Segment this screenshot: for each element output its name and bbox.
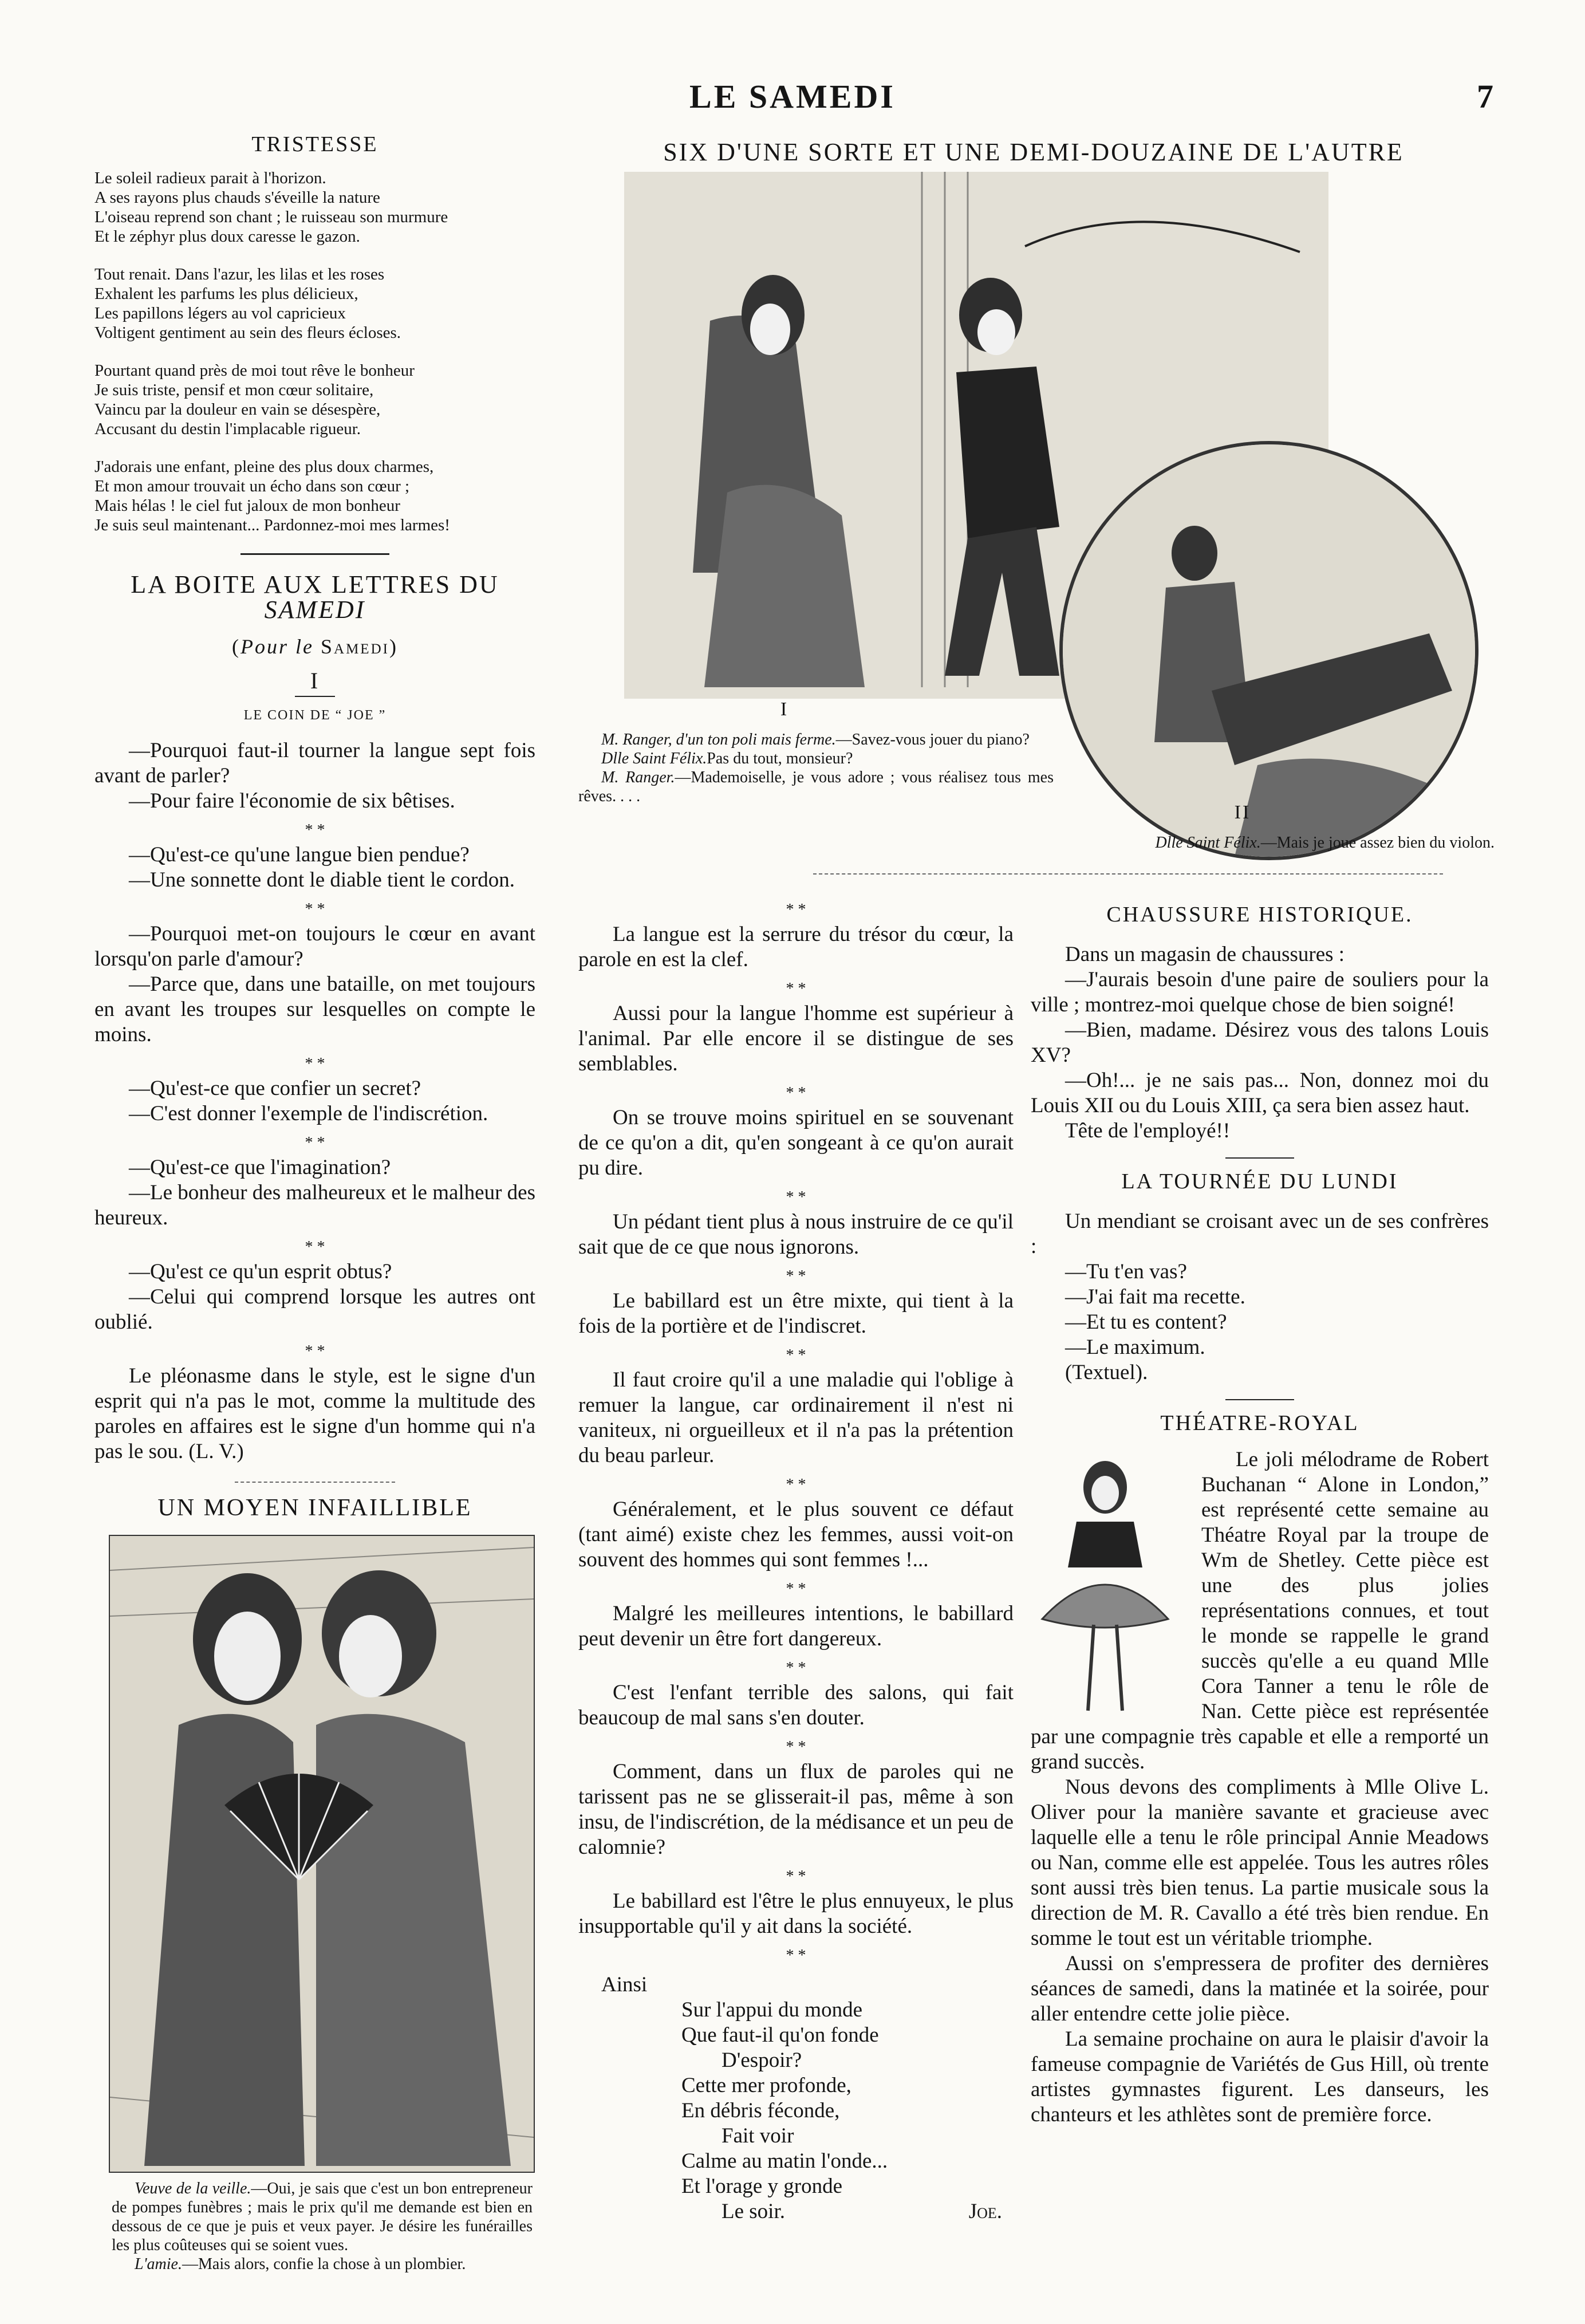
theatre-title: THÉATRE-ROYAL: [1160, 1411, 1359, 1435]
verse-line: Cette mer profonde,: [681, 2074, 851, 2097]
subtitle-close: ): [389, 635, 398, 658]
tournee-paragraph: —Le maximum.: [1065, 1336, 1205, 1359]
tournee-paragraph: —Et tu es content?: [1065, 1310, 1227, 1334]
two-women-fan-engraving: [110, 1536, 534, 2172]
caption-speaker: L'amie.: [135, 2255, 182, 2273]
boite-title-text: LA BOITE AUX LETTRES DU: [131, 570, 499, 598]
middle-paragraph: Comment, dans un flux de paroles qui ne tarissent pas ne se glisserait-il pas, même à son insu, de l'indiscrétion, de la médisance et un peu de calomnie?: [578, 1760, 1014, 1859]
caption-line-2: [112, 2255, 533, 2274]
fig1-text: —Savez-vous jouer du piano?: [835, 731, 1030, 749]
moyen-title: UN MOYEN INFAILLIBLE: [157, 1495, 472, 1521]
stars-separator: * *: [786, 1267, 806, 1285]
stars-separator: * *: [786, 1188, 806, 1206]
right-column: [1031, 902, 1489, 2128]
poem-line: L'oiseau reprend son chant ; le ruisseau son murmure: [94, 208, 448, 226]
subtitle-open: (: [232, 635, 241, 658]
dancer-engraving: [1019, 1447, 1191, 1716]
poem-line: Et le zéphyr plus doux caresse le gazon.: [94, 227, 360, 246]
fig2-speaker: Dlle Saint Félix.: [1155, 834, 1261, 852]
verse-line: Sur l'appui du monde: [681, 1998, 862, 2022]
boite-paragraph: —Qu'est-ce qu'une langue bien pendue?: [129, 843, 470, 866]
fig1-speaker: M. Ranger.: [601, 769, 675, 786]
divider: [813, 873, 1443, 875]
verse-line: En débris féconde,: [681, 2099, 840, 2122]
chaussure-paragraph: Dans un magasin de chaussures :: [1065, 943, 1345, 966]
middle-paragraph: Malgré les meilleures intentions, le babillard peut devenir un être fort dangereux.: [578, 1602, 1014, 1651]
stars-separator: * *: [786, 980, 806, 998]
dancer-illustration: [1019, 1447, 1191, 1716]
middle-paragraph: Un pédant tient plus à nous instruire de ce qu'il sait que de ce que nous ignorons.: [578, 1210, 1014, 1259]
tournee-paragraph: (Textuel).: [1065, 1361, 1148, 1384]
tournee-paras: [1031, 1209, 1489, 1385]
caption-speaker: Veuve de la veille.: [135, 2180, 251, 2197]
ainsi: Ainsi: [601, 1973, 648, 1996]
chaussure-paragraph: —J'aurais besoin d'une paire de souliers pour la ville ; montrez-moi quelque chose de bien soigné!: [1031, 968, 1489, 1017]
poem-line: Et mon amour trouvait un écho dans son cœur ;: [94, 477, 410, 495]
section-number: I: [310, 668, 320, 694]
poem-line: J'adorais une enfant, pleine des plus doux charmes,: [94, 458, 434, 476]
stars-separator: * *: [786, 1084, 806, 1102]
divider: [1225, 1157, 1294, 1159]
boite-paragraph: —Une sonnette dont le diable tient le cordon.: [129, 868, 515, 892]
stars-separator: * *: [305, 1342, 325, 1360]
page-number: 7: [1477, 78, 1493, 115]
middle-paragraph: C'est l'enfant terrible des salons, qui fait beaucoup de mal sans s'en douter.: [578, 1681, 1014, 1730]
poem-line: Le soleil radieux parait à l'horizon.: [94, 169, 326, 187]
verse-line: Le soir.: [721, 2200, 785, 2223]
poem-line: A ses rayons plus chauds s'éveille la nature: [94, 188, 380, 207]
closing-verse: [578, 1998, 1014, 2224]
poem-line: Voltigent gentiment au sein des fleurs écloses.: [94, 324, 401, 342]
theatre-paragraph: Nous devons des compliments à Mlle Olive L. Oliver pour la manière savante et gracieuse avec laquelle elle a tenu le rôle principal Annie Meadows ou Nan, comme elle est appelée. Tous les autres rôles sont aussi très bien tenus. La partie musicale sous la direction de M. R. Cavallo a été très bien rendue. En somme le tout est un véritable triomphe.: [1031, 1775, 1489, 1950]
theatre-paras: [1031, 1775, 1489, 2128]
verse-line: D'espoir?: [721, 2049, 802, 2072]
fig1-number: I: [780, 699, 789, 720]
six-illustration-2: [1059, 441, 1478, 860]
tournee-paragraph: Un mendiant se croisant avec un de ses confrères :: [1031, 1210, 1489, 1258]
poem-stanza: [94, 361, 535, 439]
middle-blocks: [578, 903, 1014, 1963]
violin-scene-engraving: [1063, 444, 1475, 857]
caption-text: —Mais alors, confie la chose à un plombier.: [182, 2255, 466, 2273]
boite-paragraph: —Parce que, dans une bataille, on met toujours en avant les troupes sur lesquelles on compte le moins.: [94, 972, 535, 1046]
fig1-speaker: M. Ranger, d'un ton poli mais ferme.: [601, 731, 836, 749]
fig1-caption-line: [578, 749, 1054, 768]
boite-subtitle: [94, 634, 535, 659]
verse-line: Que faut-il qu'on fonde: [681, 2023, 879, 2047]
verse-line: Calme au matin l'onde...: [681, 2149, 888, 2173]
boite-paragraph: —Pourquoi met-on toujours le cœur en avant lorsqu'on parle d'amour?: [94, 922, 535, 971]
caption-text: —Oui, je sais que c'est un bon entrepreneur de pompes funèbres ; mais le prix qu'il me demande est bien en dessous de ce que je puis et veux payer. Je désire les funérailles les plus coûteuses qui se soient vues.: [112, 2180, 533, 2254]
poem-line: Exhalent les parfums les plus délicieux,: [94, 285, 358, 303]
stars-separator: * *: [786, 1947, 806, 1964]
poem-stanza: [94, 168, 535, 246]
stars-separator: * *: [305, 821, 325, 839]
middle-paragraph: Généralement, et le plus souvent ce défaut (tant aimé) existe chez les femmes, aussi voit-on souvent des hommes qui sont femmes !...: [578, 1498, 1014, 1571]
middle-paragraph: Il faut croire qu'il a une maladie qui l'oblige à remuer la langue, car ordinairement il n'est ni vaniteux, ni orgueilleux et il n'a pas la prétention du beau parleur.: [578, 1368, 1014, 1467]
boite-blocks: [94, 738, 535, 1464]
fig2-number: II: [1234, 802, 1251, 823]
stars-separator: * *: [786, 1868, 806, 1885]
middle-paragraph: Aussi pour la langue l'homme est supérieur à l'animal. Par elle encore il se distingue de ses semblables.: [578, 1002, 1014, 1076]
poem-line: Tout renait. Dans l'azur, les lilas et les roses: [94, 265, 385, 283]
tristesse-poem: [94, 168, 535, 535]
tournee-paragraph: —J'ai fait ma recette.: [1065, 1285, 1245, 1309]
chaussure-paras: [1031, 942, 1489, 1144]
middle-paragraph: La langue est la serrure du trésor du cœur, la parole en est la clef.: [578, 923, 1014, 971]
poem-line: Les papillons légers au vol capricieux: [94, 304, 346, 322]
verse-line: Et l'orage y gronde: [681, 2175, 842, 2198]
stars-separator: * *: [786, 1580, 806, 1598]
caption-line-1: [112, 2179, 533, 2255]
boite-paragraph: —Le bonheur des malheureux et le malheur des heureux.: [94, 1181, 535, 1230]
stars-separator: * *: [786, 1659, 806, 1677]
six-title: SIX D'UNE SORTE ET UNE DEMI-DOUZAINE DE L'AUTRE: [663, 138, 1404, 166]
tournee-paragraph: —Tu t'en vas?: [1065, 1260, 1187, 1283]
tournee-title: LA TOURNÉE DU LUNDI: [1121, 1169, 1398, 1193]
chaussure-paragraph: Tête de l'employé!!: [1065, 1119, 1231, 1143]
theatre-paragraph: Aussi on s'empressera de profiter des dernières séances de samedi, dans la matinée et la soirée, pour aller entendre cette jolie pièce.: [1031, 1952, 1489, 2026]
theatre-paragraph: Le joli mélodrame de Robert Buchanan “ Alone in London,” est représenté cette semaine au Théatre Royal par la troupe de Wm de Shetley. Cette pièce est une des plus jolies représentations connues, et tout le monde se rappelle le grand succès qu'elle a eu quand Mlle Cora Tanner a tenu le rôle de Nan. Cette pièce est représentée par une compagnie très capable et elle a remporté un grand succès.: [1031, 1448, 1489, 1774]
subtitle-italic: Pour le: [240, 635, 314, 658]
poem-line: Accusant du destin l'implacable rigueur.: [94, 420, 361, 438]
boite-paragraph: —Qu'est ce qu'un esprit obtus?: [129, 1260, 392, 1283]
stars-separator: * *: [786, 901, 806, 919]
chaussure-paragraph: —Bien, madame. Désirez vous des talons Louis XV?: [1031, 1018, 1489, 1067]
section-title: LE COIN DE “ JOE ”: [243, 708, 387, 723]
moyen-caption: [112, 2179, 533, 2274]
fig1-caption-line: [578, 768, 1054, 806]
fig1-caption: [578, 730, 1054, 806]
chaussure-title: CHAUSSURE HISTORIQUE.: [1106, 903, 1413, 927]
boite-paragraph: —C'est donner l'exemple de l'indiscrétion.: [129, 1102, 488, 1125]
boite-paragraph: —Qu'est-ce que confier un secret?: [129, 1077, 421, 1100]
stars-separator: * *: [786, 1476, 806, 1494]
poem-line: Je suis seul maintenant... Pardonnez-moi mes larmes!: [94, 516, 450, 534]
poem-stanza: [94, 265, 535, 342]
divider: [295, 696, 335, 697]
fig1-text: Pas du tout, monsieur?: [707, 750, 853, 767]
divider: [240, 553, 389, 555]
boite-title: [94, 572, 535, 623]
poem-line: Vaincu par la douleur en vain se désespère,: [94, 400, 381, 419]
boite-paragraph: —Qu'est-ce que l'imagination?: [129, 1156, 391, 1179]
boite-paragraph: —Pourquoi faut-il tourner la langue sept fois avant de parler?: [94, 739, 535, 787]
stars-separator: * *: [786, 1738, 806, 1756]
stars-separator: * *: [305, 1134, 325, 1152]
fig2-caption: [1048, 833, 1495, 852]
divider: [1225, 1399, 1294, 1400]
middle-paragraph: Le babillard est un être mixte, qui tient à la fois de la portière et de l'indiscret.: [578, 1289, 1014, 1338]
poem-line: Je suis triste, pensif et mon cœur solitaire,: [94, 381, 374, 399]
poem-line: Pourtant quand près de moi tout rêve le bonheur: [94, 361, 415, 380]
subtitle-samedi: Samedi: [314, 635, 389, 658]
moyen-illustration: [109, 1535, 535, 2173]
fig1-caption-line: [578, 730, 1054, 749]
masthead-title: LE SAMEDI: [689, 78, 896, 115]
stars-separator: * *: [786, 1346, 806, 1364]
fig1-text: —Mademoiselle, je vous adore ; vous réalisez tous mes rêves. . . .: [578, 769, 1054, 805]
middle-paragraph: Le babillard est l'être le plus ennuyeux, le plus insupportable qu'il y ait dans la société.: [578, 1889, 1014, 1938]
stars-separator: * *: [305, 900, 325, 918]
signature-joe: Joe.: [968, 2200, 1002, 2223]
tristesse-title: TRISTESSE: [251, 132, 378, 156]
boite-paragraph: —Celui qui comprend lorsque les autres ont oublié.: [94, 1285, 535, 1334]
stars-separator: * *: [305, 1055, 325, 1073]
poem-line: Mais hélas ! le ciel fut jaloux de mon bonheur: [94, 497, 400, 515]
poem-stanza: [94, 457, 535, 535]
boite-title-italic: SAMEDI: [264, 596, 366, 624]
middle-paragraph: On se trouve moins spirituel en se souvenant de ce qu'on a dit, qu'en songeant à ce qu'on aurait pu dire.: [578, 1106, 1014, 1180]
fig2-text: —Mais je joue assez bien du violon.: [1260, 834, 1495, 852]
stars-separator: * *: [305, 1238, 325, 1256]
left-column: [94, 132, 535, 1531]
middle-column: [578, 893, 1014, 2224]
verse-line: Fait voir: [721, 2124, 794, 2148]
fig1-speaker: Dlle Saint Félix.: [601, 750, 707, 767]
boite-paragraph: —Pour faire l'économie de six bêtises.: [129, 789, 455, 813]
boite-paragraph: Le pléonasme dans le style, est le signe d'un esprit qui n'a pas le mot, comme la multitude des paroles en affaires est le signe d'un homme qui n'a pas le sou. (L. V.): [94, 1364, 535, 1463]
chaussure-paragraph: —Oh!... je ne sais pas... Non, donnez moi du Louis XII ou du Louis XIII, ça sera bien assez haut.: [1031, 1069, 1489, 1117]
divider: [235, 1482, 395, 1483]
theatre-paragraph: La semaine prochaine on aura le plaisir d'avoir la fameuse compagnie de Variétés de Gus Hill, où trente artistes gymnastes figurent. Les danseurs, les chanteurs et les athlètes sont de première force.: [1031, 2027, 1489, 2126]
